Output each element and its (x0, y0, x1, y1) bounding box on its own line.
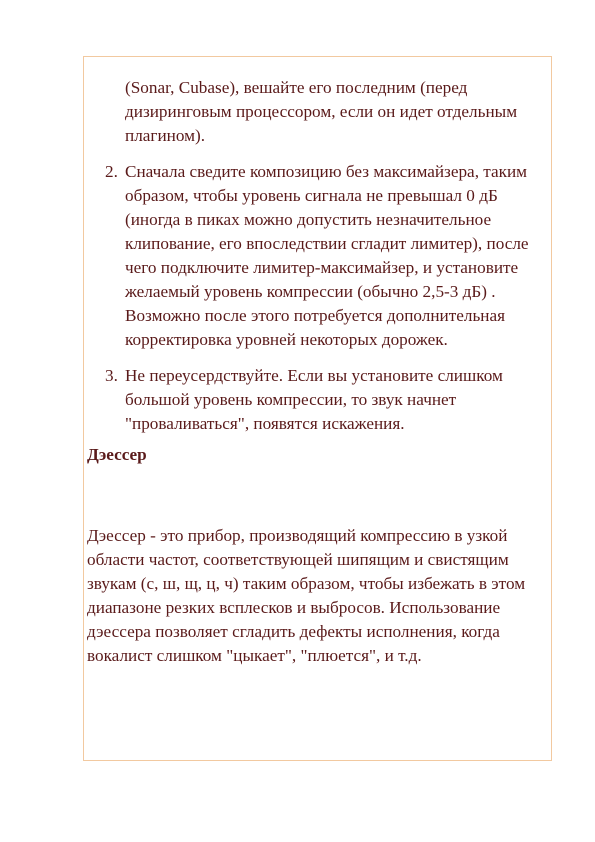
body-paragraph: Дэессер - это прибор, производящий компрессию в узкой области частот, соответствующей шипящим и свистящим звукам (с, ш, щ, ц, ч) таким образом, чтобы избежать в этом диапазоне резких всплесков и выбросов. Использование дэессера позволяет сгладить дефекты исполнения, когда вокалист слишком "цыкает", "плюется", и т.д. (87, 526, 526, 665)
list-item-number: 3. (105, 366, 118, 385)
list-item-text: Не переусердствуйте. Если вы установите слишком большой уровень компрессии, то звук начнет "проваливаться", появятся искажения. (125, 366, 503, 433)
section-heading: Дэессер (87, 445, 147, 464)
list-item-continuation: (Sonar, Cubase), вешайте его последним (перед дизиринговым процессором, если он идет отдельным плагином). (125, 78, 518, 145)
list-item-text: Сначала сведите композицию без максимайзера, таким образом, чтобы уровень сигнала не превышал 0 дБ (иногда в пиках можно допустить незначительное клипование, его впоследствии сгладит лимитер), после чего подключите лимитер-максимайзер, и установите желаемый уровень компрессии (обычно 2,5-3 дБ) . Возможно после этого потребуется дополнительная корректировка уровней некоторых дорожек. (125, 162, 529, 349)
list-item-3 (105, 364, 545, 436)
document-body (87, 76, 545, 668)
list-item-2 (105, 160, 545, 352)
list-item-number: 2. (105, 162, 118, 181)
